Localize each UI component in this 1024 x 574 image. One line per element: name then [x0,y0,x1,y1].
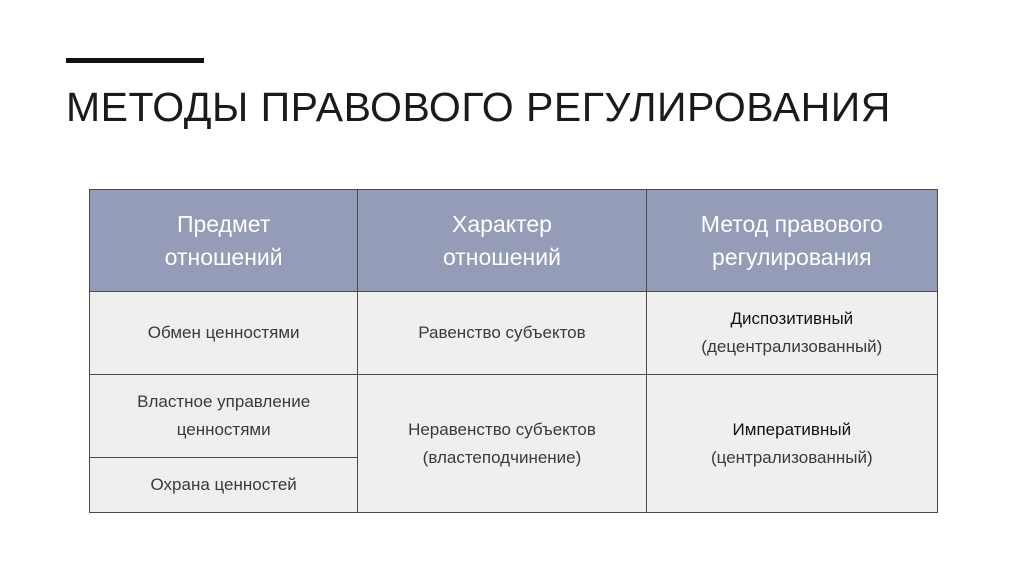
cell-method-dispositive [646,292,937,375]
slide-title: МЕТОДЫ ПРАВОВОГО РЕГУЛИРОВАНИЯ [66,84,891,130]
methods-table [89,189,938,513]
cell-character-inequality [358,375,646,513]
cell-character-equality: Равенство субъектов [358,292,646,375]
header-character-line1: Характер [452,210,552,237]
header-method-line2: регулирования [712,243,872,270]
method-note-decentralized: (децентрализованный) [701,337,883,356]
cell-subject-power-line2: ценностями [176,420,271,439]
table-row [90,375,938,458]
method-note-centralized: (централизованный) [710,447,873,467]
header-character-line2: отношений [442,243,561,270]
header-method [646,190,937,292]
cell-method-imperative [646,375,937,513]
table-header-row [90,190,938,292]
title-rule [66,58,204,63]
cell-subject-protection: Охрана ценностей [90,458,358,513]
method-name-imperative: Императивный [732,419,852,439]
header-subject [90,190,358,292]
header-subject-line1: Предмет [176,210,271,237]
cell-subject-exchange: Обмен ценностями [90,292,358,375]
method-name-dispositive: Диспозитивный [730,309,854,328]
header-method-line1: Метод правового [700,210,883,237]
table-row [90,292,938,375]
cell-subject-power-line1: Властное управление [137,392,311,411]
header-character [358,190,646,292]
header-subject-line2: отношений [164,243,283,270]
cell-character-inequality-line2: (властеподчинение) [422,447,582,467]
cell-character-inequality-line1: Неравенство субъектов [408,419,596,439]
cell-subject-power [90,375,358,458]
